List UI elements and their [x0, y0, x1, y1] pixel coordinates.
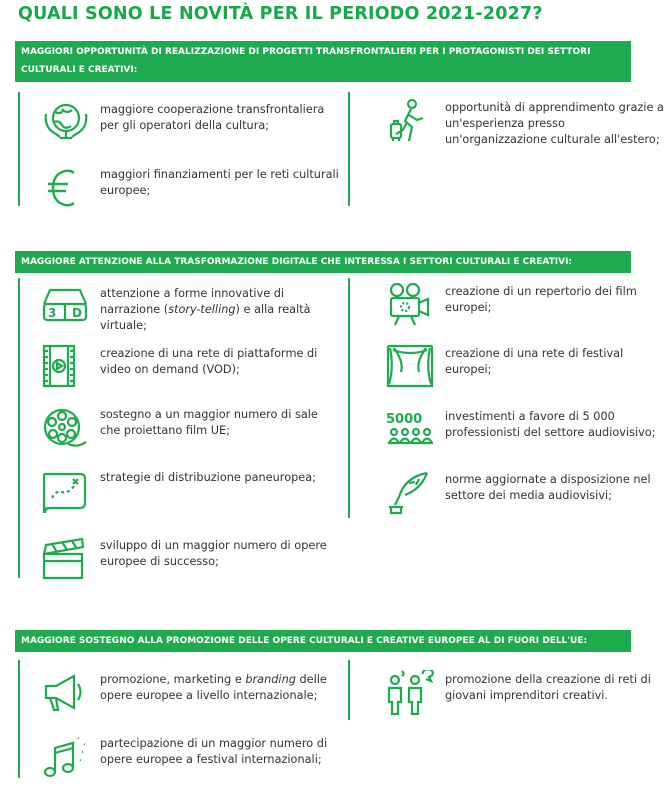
list-item [40, 284, 340, 334]
list-item [385, 407, 665, 453]
section-heading-promotion [15, 630, 631, 652]
item-text: promozione, marketing e branding delle opere europee a livello internazionale; [100, 673, 327, 702]
list-item [40, 165, 340, 211]
list-item [40, 344, 340, 390]
list-item [40, 670, 340, 716]
megaphone-icon [40, 670, 90, 716]
item-text: partecipazione di un maggior numero di opere europee a festival internazionali; [100, 737, 328, 766]
film-reel-icon [40, 405, 90, 451]
svg-text:3: 3 [48, 306, 57, 320]
item-text: attenzione a forme innovative di narrazione (story-telling) e alla realtà virtuale; [100, 287, 311, 332]
divider [18, 660, 20, 778]
globe-hands-icon [40, 100, 90, 146]
divider [348, 92, 350, 206]
item-text: opportunità di apprendimento grazie a un'esperienza presso un'organizzazione culturale all'estero; [445, 101, 664, 146]
section-heading-cross-border [15, 41, 631, 82]
divider [18, 92, 20, 206]
list-item [385, 670, 665, 716]
theater-curtain-icon [385, 344, 435, 390]
svg-text:D: D [72, 306, 82, 320]
divider [348, 660, 350, 720]
traveler-icon [385, 98, 435, 144]
item-text: maggiori finanziamenti per le reti culturali europee; [100, 168, 339, 197]
map-route-icon [40, 468, 90, 514]
item-text: creazione di una rete di piattaforme di video on demand (VOD); [100, 347, 318, 376]
divider [348, 278, 350, 518]
section-heading-text: MAGGIORI OPPORTUNITÀ DI REALIZZAZIONE DI PROGETTI TRANSFRONTALIERI PER I PROTAGONISTI DEI SETTORI CULTURALI E CREATIVI: [21, 47, 591, 75]
list-item [385, 344, 665, 390]
item-text: maggiore cooperazione transfrontaliera per gli operatori della cultura; [100, 103, 325, 132]
list-item [385, 98, 665, 148]
page-title: QUALI SONO LE NOVITÀ PER IL PERIODO 2021-2027? [18, 4, 543, 24]
film-strip-icon [40, 344, 90, 390]
item-text: strategie di distribuzione paneuropea; [100, 471, 316, 484]
3d-glasses-icon [40, 284, 90, 330]
section-heading-text: MAGGIORE ATTENZIONE ALLA TRASFORMAZIONE DIGITALE CHE INTERESSA I SETTORI CULTURALI E CREATIVI: [21, 257, 573, 267]
list-item [40, 536, 340, 582]
item-text: investimenti a favore di 5 000 professionisti del settore audiovisivo; [445, 410, 656, 439]
item-text: creazione di una rete di festival europei; [445, 347, 624, 376]
item-text: promozione della creazione di reti di giovani imprenditori creativi. [445, 673, 651, 702]
item-text: sostegno a un maggior numero di sale che proiettano film UE; [100, 408, 318, 437]
list-item [40, 734, 340, 780]
section-heading-digital [15, 251, 631, 273]
svg-text:5000: 5000 [386, 412, 423, 427]
list-item [40, 405, 340, 451]
quill-pen-icon [385, 470, 435, 516]
movie-camera-icon [385, 282, 435, 328]
list-item [40, 100, 340, 146]
section-heading-text: MAGGIORE SOSTEGNO ALLA PROMOZIONE DELLE OPERE CULTURALI E CREATIVE EUROPEE AL DI FUORI DELL'UE: [21, 636, 588, 646]
item-text: norme aggiornate a disposizione nel settore dei media audiovisivi; [445, 473, 651, 502]
people-5000-icon [385, 407, 435, 453]
list-item [40, 468, 340, 514]
list-item [385, 470, 665, 516]
item-text: creazione di un repertorio dei film europei; [445, 285, 637, 314]
item-text: sviluppo di un maggior numero di opere europee di successo; [100, 539, 327, 568]
entrepreneurs-talking-icon [385, 670, 435, 716]
clapperboard-icon [40, 536, 90, 582]
list-item [385, 282, 665, 328]
divider [18, 278, 20, 578]
music-notes-icon [40, 734, 90, 780]
euro-icon [40, 165, 90, 211]
